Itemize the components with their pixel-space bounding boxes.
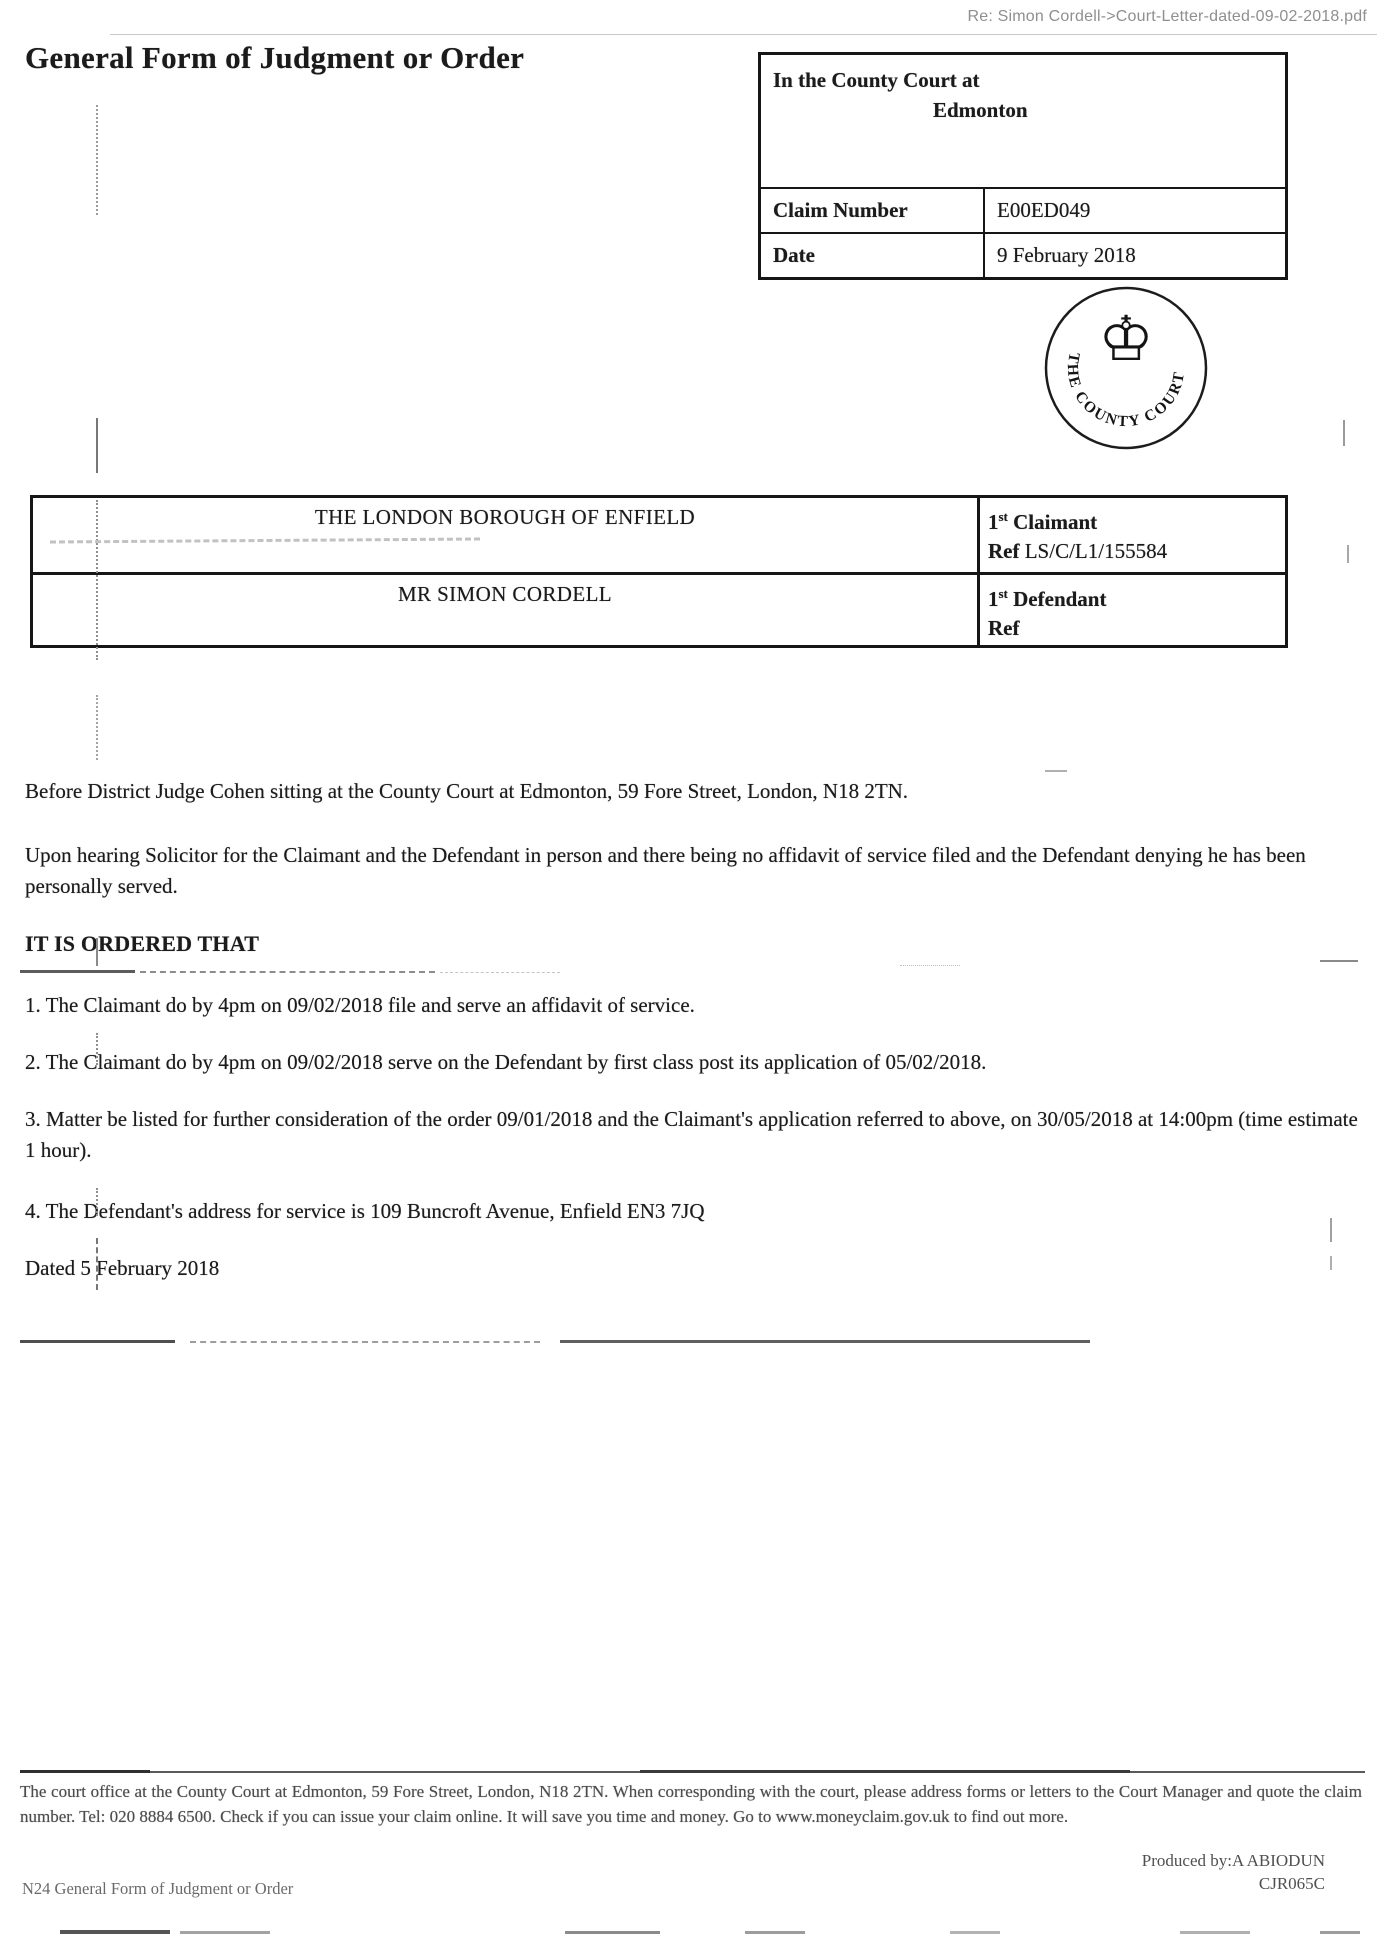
court-name-cell (761, 55, 1285, 187)
scan-artifact (1343, 420, 1345, 446)
claim-number-label: Claim Number (773, 198, 908, 222)
scan-artifact (1320, 960, 1358, 962)
defendant-role-cell (977, 575, 1285, 645)
defendant-role-ordinal: st (998, 586, 1008, 601)
scan-artifact (1045, 770, 1067, 772)
produced-by: Produced by:A ABIODUN (1141, 1851, 1325, 1870)
scan-artifact (96, 695, 98, 760)
scan-artifact (96, 418, 98, 473)
form-name: N24 General Form of Judgment or Order (22, 1879, 294, 1898)
claimant-ref-label: Ref (988, 539, 1020, 563)
scan-artifact (20, 1340, 175, 1343)
claimant-role-label: Claimant (1013, 510, 1098, 534)
claimant-row (33, 498, 1285, 572)
defendant-name: MR SIMON CORDELL (397, 582, 613, 606)
defendant-role-number: 1 (988, 587, 999, 611)
parties-table (30, 495, 1288, 648)
date-value: 9 February 2018 (983, 234, 1285, 277)
scan-artifact (900, 965, 960, 966)
scan-artifact (1347, 545, 1349, 563)
date-row (761, 232, 1285, 277)
order-item-3: 3. Matter be listed for further consideration of the order 09/01/2018 and the Claimant's application referred to above, on 30/05/2018 at 14:00pm (time estimate 1 hour). (25, 1107, 1358, 1162)
claim-number-row (761, 187, 1285, 232)
form-code: CJR065C (1258, 1874, 1325, 1893)
order-item-2: 2. The Claimant do by 4pm on 09/02/2018 serve on the Defendant by first class post its application of 05/02/2018. (25, 1050, 987, 1074)
produced-by-block (1142, 1849, 1325, 1895)
viewer-filename: Re: Simon Cordell->Court-Letter-dated-09-02-2018.pdf (967, 8, 1367, 25)
header-divider (110, 34, 1377, 35)
claimant-role-ordinal: st (998, 509, 1008, 524)
claimant-name: THE LONDON BOROUGH OF ENFIELD (314, 505, 696, 529)
scan-artifact (1320, 1931, 1360, 1934)
footer-divider (20, 1771, 1365, 1773)
ordered-heading: IT IS ORDERED THAT (25, 931, 260, 956)
scan-artifact (140, 971, 435, 973)
claim-number-value: E00ED049 (983, 189, 1285, 232)
scan-artifact (60, 1930, 170, 1934)
scan-artifact (560, 1340, 1090, 1343)
court-name-line1: In the County Court at (773, 68, 980, 92)
scan-artifact (96, 105, 98, 215)
page-title: General Form of Judgment or Order (25, 40, 525, 75)
court-info-table (758, 52, 1288, 280)
claimant-ref-value: LS/C/L1/155584 (1024, 539, 1168, 563)
scan-artifact (745, 1931, 805, 1934)
scan-artifact (20, 970, 135, 973)
county-court-seal (1040, 282, 1212, 454)
scan-artifact (565, 1931, 660, 1934)
date-label: Date (773, 243, 815, 267)
crown-icon: ♔ (1098, 302, 1154, 375)
court-office-note: The court office at the County Court at Edmonton, 59 Fore Street, London, N18 2TN. When corresponding with the court, please address forms or letters to the Court Manager and quote the claim number. Tel: 020 8884 6500. Check if you can issue your claim online. It will save you time and money. Go to www.moneyclaim.gov.uk to find out more. (20, 1782, 1362, 1826)
court-name-line2: Edmonton (933, 98, 1028, 122)
claimant-role-cell (977, 498, 1285, 572)
scan-artifact (190, 1341, 540, 1343)
scan-artifact (440, 972, 560, 973)
order-item-4: 4. The Defendant's address for service is 109 Buncroft Avenue, Enfield EN3 7JQ (25, 1199, 705, 1223)
seal-text: THE COUNTY COURT (1063, 351, 1189, 431)
scan-artifact (1180, 1931, 1250, 1934)
defendant-row (33, 572, 1285, 645)
defendant-ref-label: Ref (988, 616, 1020, 640)
scan-artifact (950, 1931, 1000, 1934)
upon-hearing-paragraph: Upon hearing Solicitor for the Claimant and the Defendant in person and there being no affidavit of service filed and the Defendant denying he has been personally served. (25, 843, 1306, 898)
before-judge-paragraph: Before District Judge Cohen sitting at the County Court at Edmonton, 59 Fore Street, London, N18 2TN. (25, 779, 909, 803)
order-item-1: 1. The Claimant do by 4pm on 09/02/2018 file and serve an affidavit of service. (25, 993, 695, 1017)
defendant-role-label: Defendant (1013, 587, 1107, 611)
dated-line: Dated 5 February 2018 (25, 1256, 220, 1280)
claimant-role-number: 1 (988, 510, 999, 534)
scan-artifact (180, 1931, 270, 1934)
